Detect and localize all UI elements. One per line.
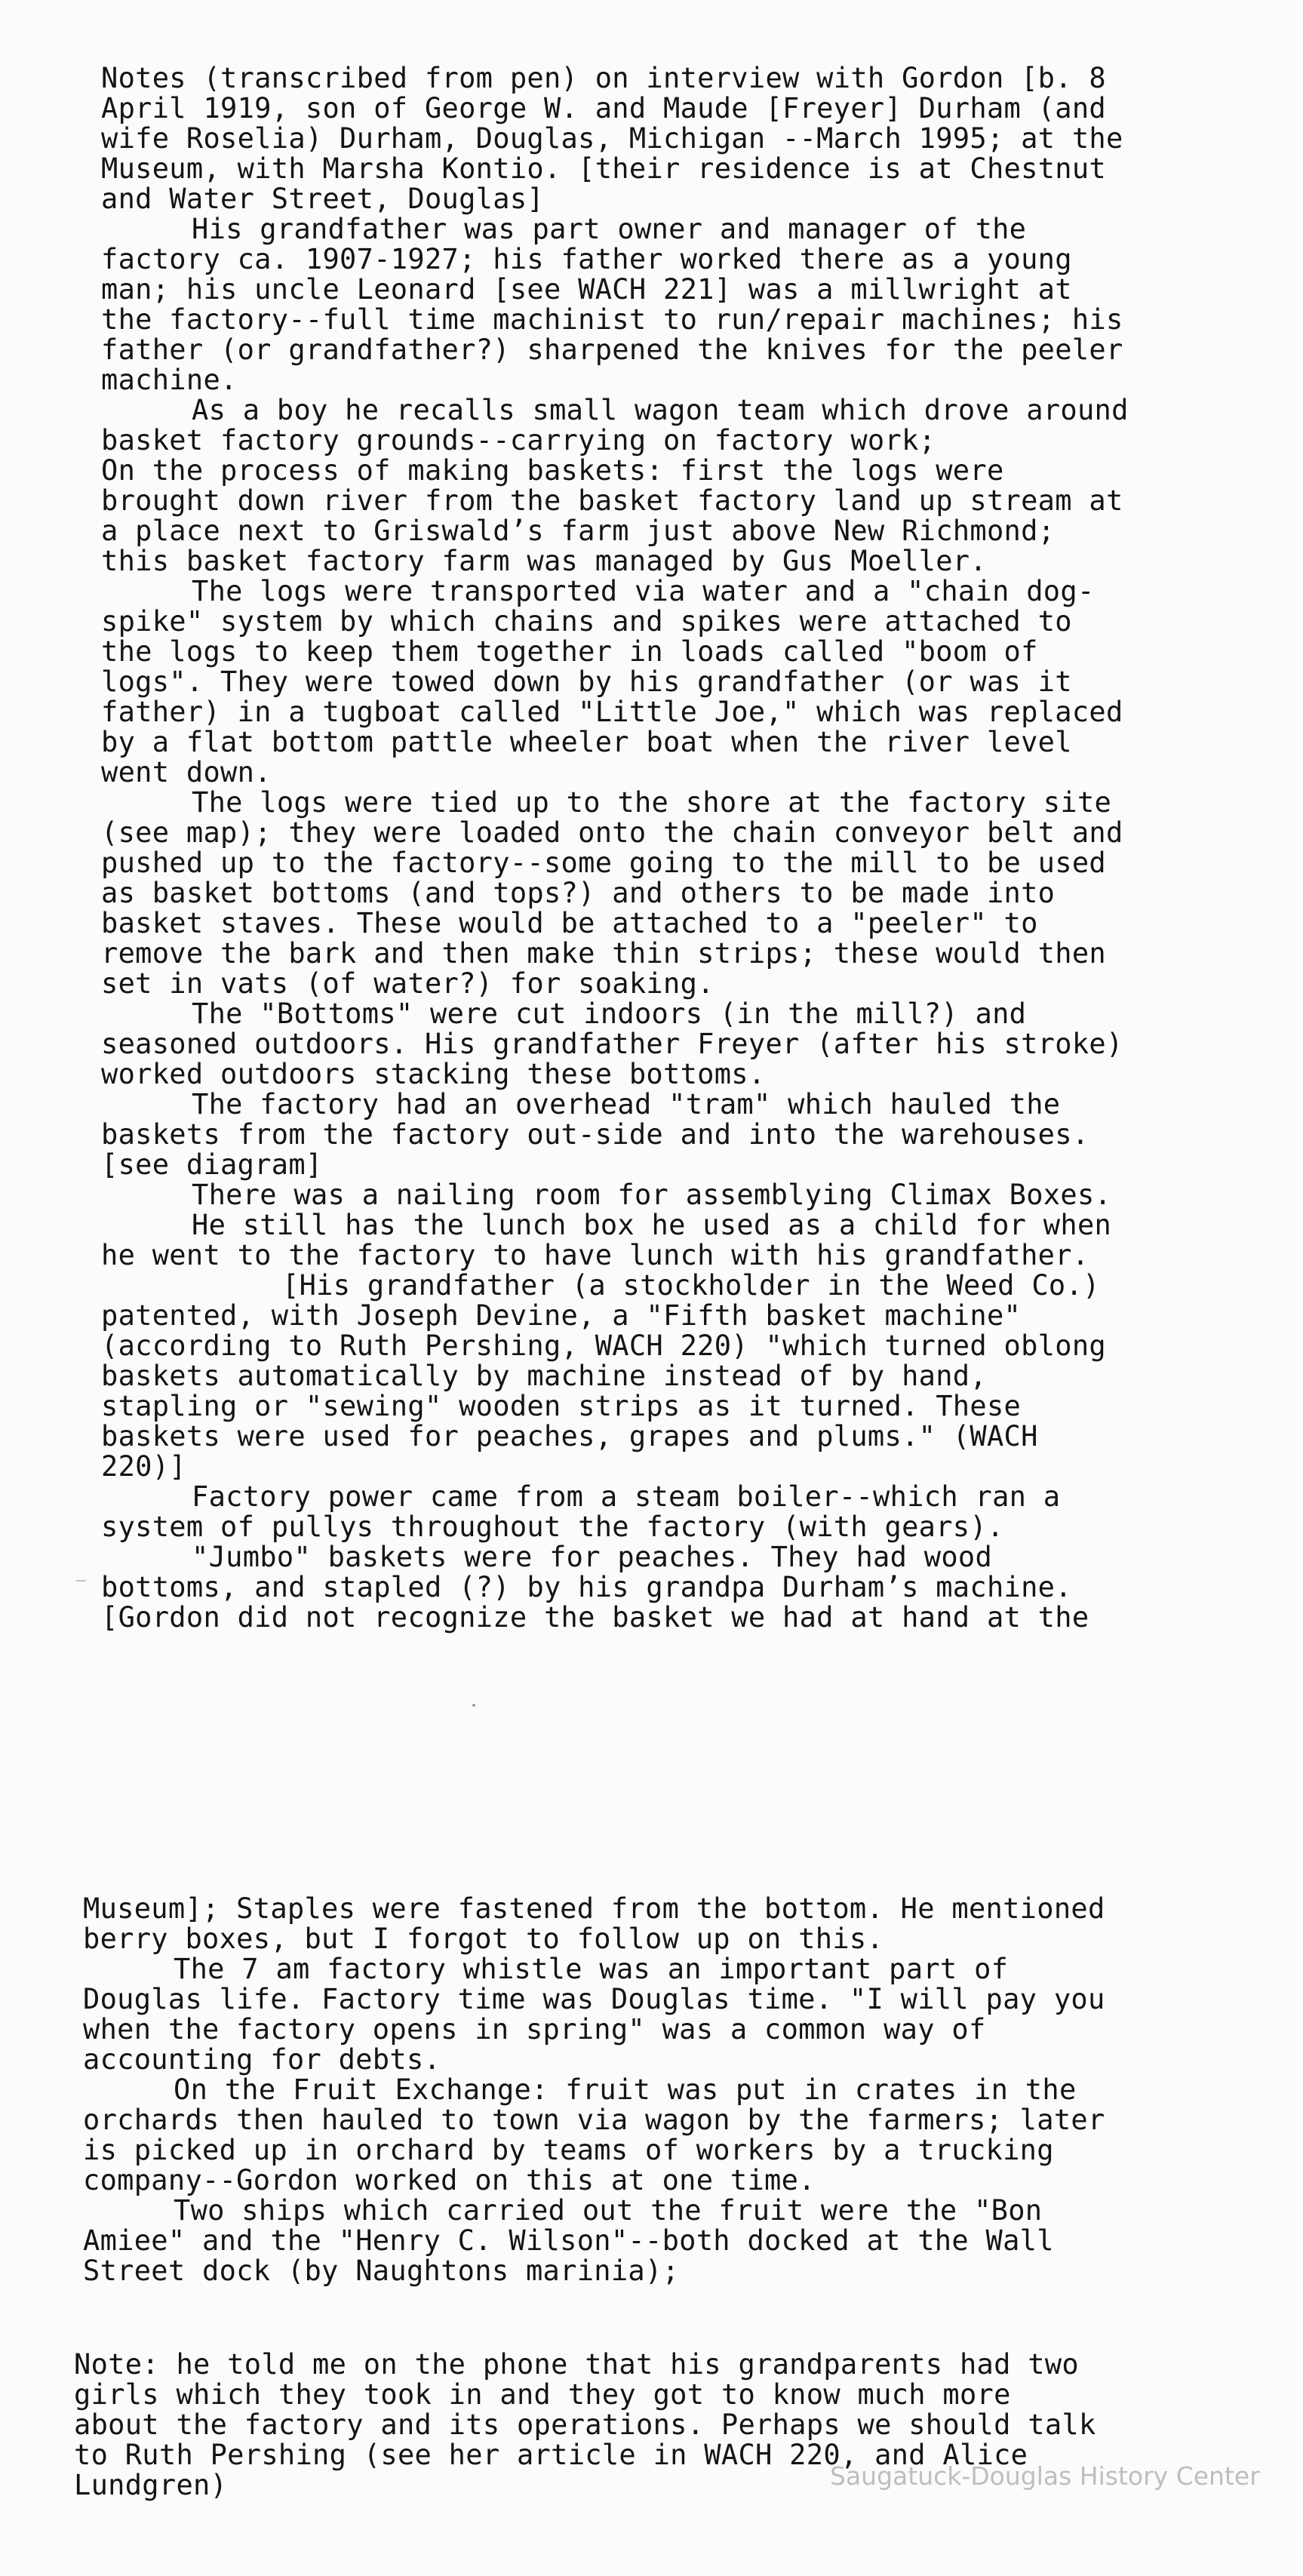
text-line: spike" system by which chains and spikes were attached to bbox=[101, 605, 1072, 638]
text-line: Lundgren) bbox=[74, 2469, 228, 2501]
text-line: patented, with Joseph Devine, a "Fifth basket machine" bbox=[101, 1299, 1022, 1332]
text-line: Two ships which carried out the fruit were the "Bon bbox=[174, 2194, 1043, 2227]
text-line: The logs were tied up to the shore at the factory site bbox=[192, 786, 1112, 819]
text-line: baskets were used for peaches, grapes and plums." (WACH bbox=[101, 1420, 1038, 1452]
text-line: the factory--full time machinist to run/repair machines; his bbox=[101, 303, 1123, 336]
text-line: father (or grandfather?) sharpened the knives for the peeler bbox=[101, 334, 1123, 366]
text-line: Museum, with Marsha Kontio. [their residence is at Chestnut bbox=[101, 152, 1106, 185]
text-line: His grandfather was part owner and manager of the bbox=[192, 213, 1027, 245]
text-line: seasoned outdoors. His grandfather Freyer (after his stroke) bbox=[101, 1028, 1123, 1060]
text-line: remove the bark and then make thin strips; these would then bbox=[101, 937, 1106, 970]
text-line: Museum]; Staples were fastened from the bottom. He mentioned bbox=[83, 1892, 1105, 1925]
text-line: girls which they took in and they got to know much more bbox=[74, 2378, 1011, 2411]
text-line: and Water Street, Douglas] bbox=[101, 183, 544, 215]
text-line: The "Bottoms" were cut indoors (in the mill?) and bbox=[192, 998, 1027, 1030]
text-line: "Jumbo" baskets were for peaches. They had wood bbox=[192, 1541, 993, 1573]
text-line: [His grandfather (a stockholder in the Weed Co.) bbox=[282, 1269, 1100, 1302]
text-line: 220)] bbox=[101, 1450, 186, 1483]
text-line: as basket bottoms (and tops?) and others to be made into bbox=[101, 877, 1056, 909]
text-line: about the factory and its operations. Perhaps we should talk bbox=[74, 2408, 1096, 2441]
text-line: he went to the factory to have lunch with his grandfather. bbox=[101, 1239, 1089, 1271]
text-line: The logs were transported via water and a "chain dog- bbox=[192, 575, 1095, 607]
text-line: There was a nailing room for assemblying Climax Boxes. bbox=[192, 1179, 1112, 1211]
text-line: brought down river from the basket factory land up stream at bbox=[101, 484, 1123, 517]
text-line: As a boy he recalls small wagon team which drove around bbox=[192, 394, 1129, 426]
text-line: On the Fruit Exchange: fruit was put in crates in the bbox=[174, 2073, 1077, 2106]
text-line: Notes (transcribed from pen) on interview with Gordon [b. 8 bbox=[101, 62, 1106, 94]
text-line: Amiee" and the "Henry C. Wilson"--both docked at the Wall bbox=[83, 2224, 1054, 2257]
text-line: The factory had an overhead "tram" which hauled the bbox=[192, 1088, 1061, 1120]
text-line: April 1919, son of George W. and Maude [Freyer] Durham (and bbox=[101, 92, 1106, 124]
text-line: when the factory opens in spring" was a common way of bbox=[83, 2013, 986, 2046]
text-line: wife Roselia) Durham, Douglas, Michigan --March 1995; at the bbox=[101, 122, 1123, 155]
text-line: orchards then hauled to town via wagon by the farmers; later bbox=[83, 2104, 1105, 2136]
text-line: worked outdoors stacking these bottoms. bbox=[101, 1058, 766, 1090]
text-line: Factory power came from a steam boiler--which ran a bbox=[192, 1480, 1061, 1513]
interview-notes-continued bbox=[83, 1894, 1105, 2286]
text-line: factory ca. 1907-1927; his father worked there as a young bbox=[101, 243, 1072, 275]
text-line: man; his uncle Leonard [see WACH 221] was a millwright at bbox=[101, 273, 1072, 306]
text-line: On the process of making baskets: first the logs were bbox=[101, 454, 1004, 487]
text-line: father) in a tugboat called "Little Joe," which was replaced bbox=[101, 696, 1123, 728]
paper-speck bbox=[472, 1704, 475, 1707]
text-line: [Gordon did not recognize the basket we had at hand at the bbox=[101, 1601, 1089, 1634]
paper-speck bbox=[75, 1580, 86, 1582]
text-line: by a flat bottom pattle wheeler boat when the river level bbox=[101, 726, 1072, 758]
text-line: accounting for debts. bbox=[83, 2043, 441, 2076]
text-line: to Ruth Pershing (see her article in WACH 220, and Alice bbox=[74, 2439, 1028, 2471]
text-line: went down. bbox=[101, 756, 272, 788]
text-line: stapling or "sewing" wooden strips as it turned. These bbox=[101, 1390, 1022, 1422]
text-line: set in vats (of water?) for soaking. bbox=[101, 967, 714, 1000]
text-line: Street dock (by Naughtons marinia); bbox=[83, 2255, 680, 2287]
text-line: (see map); they were loaded onto the chain conveyor belt and bbox=[101, 816, 1123, 849]
text-line: bottoms, and stapled (?) by his grandpa Durham’s machine. bbox=[101, 1571, 1072, 1603]
text-line: Note: he told me on the phone that his grandparents had two bbox=[74, 2348, 1079, 2381]
text-line: company--Gordon worked on this at one time. bbox=[83, 2164, 816, 2196]
text-line: The 7 am factory whistle was an important part of bbox=[174, 1953, 1009, 1985]
text-line: the logs to keep them together in loads called "boom of bbox=[101, 635, 1038, 668]
text-line: system of pullys throughout the factory (with gears). bbox=[101, 1511, 1004, 1543]
text-line: [see diagram] bbox=[101, 1148, 323, 1181]
text-line: baskets from the factory out-side and into the warehouses. bbox=[101, 1118, 1089, 1151]
text-line: (according to Ruth Pershing, WACH 220) "which turned oblong bbox=[101, 1329, 1106, 1362]
text-line: basket factory grounds--carrying on factory work; bbox=[101, 424, 936, 456]
text-line: baskets automatically by machine instead of by hand, bbox=[101, 1360, 987, 1392]
text-line: this basket factory farm was managed by Gus Moeller. bbox=[101, 545, 987, 577]
interview-notes-main bbox=[101, 63, 1129, 1633]
text-line: logs". They were towed down by his grandfather (or was it bbox=[101, 666, 1072, 698]
text-line: a place next to Griswald’s farm just above New Richmond; bbox=[101, 515, 1056, 547]
text-line: Douglas life. Factory time was Douglas time. "I will pay you bbox=[83, 1983, 1105, 2015]
text-line: He still has the lunch box he used as a child for when bbox=[192, 1209, 1112, 1241]
archive-watermark: Saugatuck-Douglas History Center bbox=[830, 2461, 1260, 2491]
text-line: basket staves. These would be attached to a "peeler" to bbox=[101, 907, 1038, 939]
text-line: machine. bbox=[101, 364, 238, 396]
text-line: berry boxes, but I forgot to follow up on this. bbox=[83, 1923, 884, 1955]
text-line: is picked up in orchard by teams of workers by a trucking bbox=[83, 2134, 1054, 2166]
text-line: pushed up to the factory--some going to the mill to be used bbox=[101, 847, 1106, 879]
